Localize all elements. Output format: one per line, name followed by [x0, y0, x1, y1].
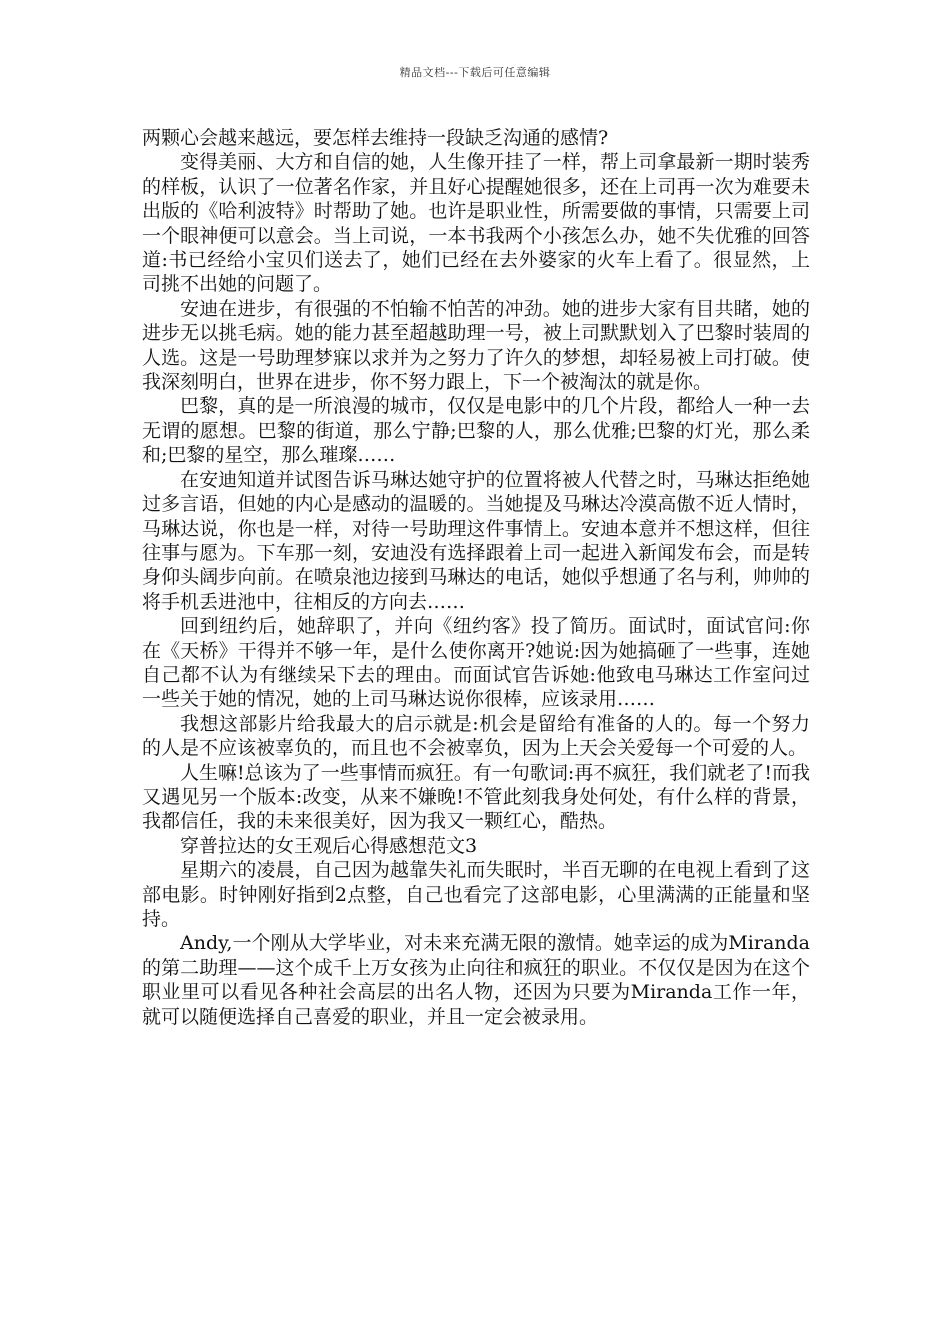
paragraph: 我想这部影片给我最大的启示就是:机会是留给有准备的人的。每一个努力的人是不应该被辜负的，而且也不会被辜负，因为上天会关爱每一个可爱的人。	[142, 712, 810, 760]
paragraph: 人生嘛!总该为了一些事情而疯狂。有一句歌词:再不疯狂，我们就老了!而我又遇见另一个版本:改变，从来不嫌晚!不管此刻我身处何处，有什么样的背景，我都信任，我的未来很美好，因为我又一颗红心，酷热。	[142, 761, 810, 833]
page-header: 精品文档---下载后可任意编辑	[399, 66, 551, 79]
paragraph: 变得美丽、大方和自信的她，人生像开挂了一样，帮上司拿最新一期时装秀的样板，认识了一位著名作家，并且好心提醒她很多，还在上司再一次为难要未出版的《哈利波特》时帮助了她。也许是职业性，所需要做的事情，只需要上司一个眼神便可以意会。当上司说，一本书我两个小孩怎么办，她不失优雅的回答道:书已经给小宝贝们送去了，她们已经在去外婆家的火车上看了。很显然，上司挑不出她的问题了。	[142, 151, 810, 296]
paragraph: 回到纽约后，她辞职了，并向《纽约客》投了简历。面试时，面试官问:你在《天桥》干得并不够一年，是什么使你离开?她说:因为她搞砸了一些事，连她自己都不认为有继续呆下去的理由。而面试官告诉她:他致电马琳达工作室问过一些关于她的情况，她的上司马琳达说你很棒，应该录用……	[142, 615, 810, 711]
paragraph: 两颗心会越来越远，要怎样去维持一段缺乏沟通的感情?	[142, 127, 609, 149]
document-body	[142, 126, 810, 1029]
paragraph: 在安迪知道并试图告诉马琳达她守护的位置将被人代替之时，马琳达拒绝她过多言语，但她的内心是感动的温暖的。当她提及马琳达冷漠高傲不近人情时，马琳达说，你也是一样，对待一号助理这件事情上。安迪本意并不想这样，但往往事与愿为。下车那一刻，安迪没有选择跟着上司一起进入新闻发布会，而是转身仰头阔步向前。在喷泉池边接到马琳达的电话，她似乎想通了名与利，帅帅的将手机丢进池中，往相反的方向去……	[142, 468, 810, 613]
section-heading: 穿普拉达的女王观后心得感想范文3	[180, 834, 478, 857]
paragraph: 巴黎，真的是一所浪漫的城市，仅仅是电影中的几个片段，都给人一种一去无谓的愿想。巴黎的街道，那么宁静;巴黎的人，那么优雅;巴黎的灯光，那么柔和;巴黎的星空，那么璀璨……	[142, 395, 810, 467]
paragraph: 星期六的凌晨，自己因为越靠失礼而失眠时，半百无聊的在电视上看到了这部电影。时钟刚好指到2点整，自己也看完了这部电影，心里满满的正能量和坚持。	[142, 859, 810, 930]
paragraph: Andy,一个刚从大学毕业，对未来充满无限的激情。她幸运的成为Miranda的第二助理——这个成千上万女孩为止向往和疯狂的职业。不仅仅是因为在这个职业里可以看见各种社会高层的出名人物，还因为只要为Miranda工作一年，就可以随便选择自己喜爱的职业，并且一定会被录用。	[142, 932, 810, 1028]
paragraph: 安迪在进步，有很强的不怕输不怕苦的冲劲。她的进步大家有目共睹，她的进步无以挑毛病。她的能力甚至超越助理一号，被上司默默划入了巴黎时装周的人选。这是一号助理梦寐以求并为之努力了许久的梦想，却轻易被上司打破。使我深刻明白，世界在进步，你不努力跟上，下一个被淘汰的就是你。	[142, 297, 810, 394]
